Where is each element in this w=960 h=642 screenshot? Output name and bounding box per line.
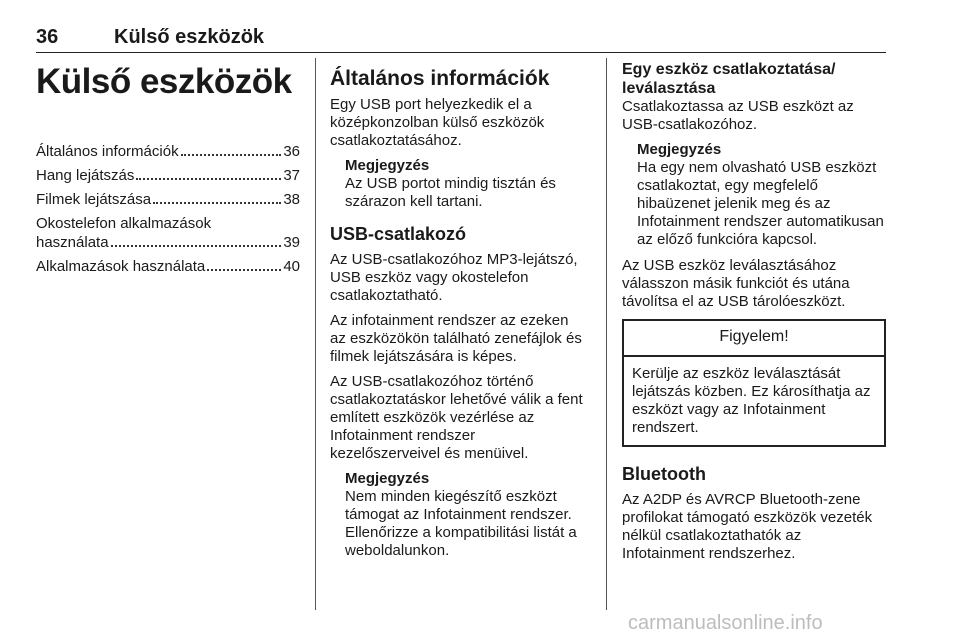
column-general-info xyxy=(330,58,586,568)
paragraph: Az A2DP és AVRCP Bluetooth-zene profilokat támogató eszközök vezeték nélkül csatlakoztathatók az Infotainment rendszerhez. xyxy=(622,491,873,562)
section-title: Általános információk xyxy=(330,67,550,90)
toc-entry[interactable] xyxy=(36,257,300,276)
table-of-contents xyxy=(36,142,300,276)
warning-box xyxy=(622,319,886,447)
section-title: USB-csatlakozó xyxy=(330,224,467,244)
toc-page: 36 xyxy=(283,143,300,160)
toc-leader xyxy=(136,178,281,180)
watermark: carmanualsonline.info xyxy=(628,612,823,634)
warning-title: Figyelem! xyxy=(624,321,884,357)
toc-entry[interactable] xyxy=(36,190,300,209)
warning-text: Kerülje az eszköz leválasztását lejátszás közben. Ez károsíthatja az eszközt vagy az Infotainment rendszert. xyxy=(632,365,871,436)
toc-leader xyxy=(181,154,282,156)
column-toc xyxy=(36,58,300,281)
toc-page: 38 xyxy=(283,191,300,208)
running-title: Külső eszközök xyxy=(114,26,265,48)
note-title: Megjegyzés xyxy=(345,157,430,174)
toc-entry[interactable] xyxy=(36,142,300,161)
note-block xyxy=(345,470,586,560)
paragraph: Az USB-csatlakozóhoz MP3-lejátszó, USB eszköz vagy okostelefon csatlakoztatható. xyxy=(330,251,578,304)
note-block xyxy=(345,157,586,211)
toc-entry[interactable] xyxy=(36,214,300,252)
note-title: Megjegyzés xyxy=(637,141,722,158)
subsection-title: Egy eszköz csatlakoztatása/ leválasztása xyxy=(622,61,836,97)
paragraph: Az USB eszköz leválasztásához válasszon másik funkciót és utána távolítsa el az USB tárolóeszközt. xyxy=(622,257,850,310)
toc-label: Filmek lejátszása xyxy=(36,191,152,208)
column-connecting xyxy=(622,58,886,570)
note-title: Megjegyzés xyxy=(345,470,430,487)
toc-page: 39 xyxy=(283,234,300,251)
paragraph: Az USB-csatlakozóhoz történő csatlakoztatáskor lehetővé válik a fent említett eszközök vezérlése az Infotainment rendszer kezelőszerveivel és menüivel. xyxy=(330,373,583,462)
note-text: Nem minden kiegészítő eszközt támogat az Infotainment rendszer. Ellenőrizze a kompatibilitási listát a weboldalunkon. xyxy=(345,488,577,559)
toc-label: Okostelefon alkalmazások xyxy=(36,215,212,232)
chapter-title: Külső eszközök xyxy=(36,62,292,101)
toc-page: 37 xyxy=(283,167,300,184)
column-divider xyxy=(315,58,316,610)
toc-label: Hang lejátszás xyxy=(36,167,135,184)
section-title: Bluetooth xyxy=(622,464,706,484)
toc-label: Általános információk xyxy=(36,143,179,160)
paragraph: Egy USB port helyezkedik el a középkonzolban külső eszközök csatlakoztatásához. xyxy=(330,96,545,149)
column-divider xyxy=(606,58,607,610)
page-header xyxy=(36,26,886,53)
toc-leader xyxy=(111,245,282,247)
paragraph: Csatlakoztassa az USB eszközt az USB-csatlakozóhoz. xyxy=(622,98,854,133)
toc-label: Alkalmazások használata xyxy=(36,258,206,275)
note-text: Ha egy nem olvasható USB eszközt csatlakoztat, egy megfelelő hibaüzenet jelenik meg és az Infotainment rendszer automatikusan az előző funkcióra kapcsol. xyxy=(637,159,884,248)
page-number: 36 xyxy=(36,26,59,48)
toc-leader xyxy=(153,202,281,204)
toc-entry[interactable] xyxy=(36,166,300,185)
toc-leader xyxy=(207,269,281,271)
note-text: Az USB portot mindig tisztán és szárazon kell tartani. xyxy=(345,175,556,210)
toc-label: használata xyxy=(36,234,109,251)
note-block xyxy=(637,141,886,249)
toc-page: 40 xyxy=(283,258,300,275)
paragraph: Az infotainment rendszer az ezeken az eszközökön található zenefájlok és filmek lejátszására is képes. xyxy=(330,312,582,365)
